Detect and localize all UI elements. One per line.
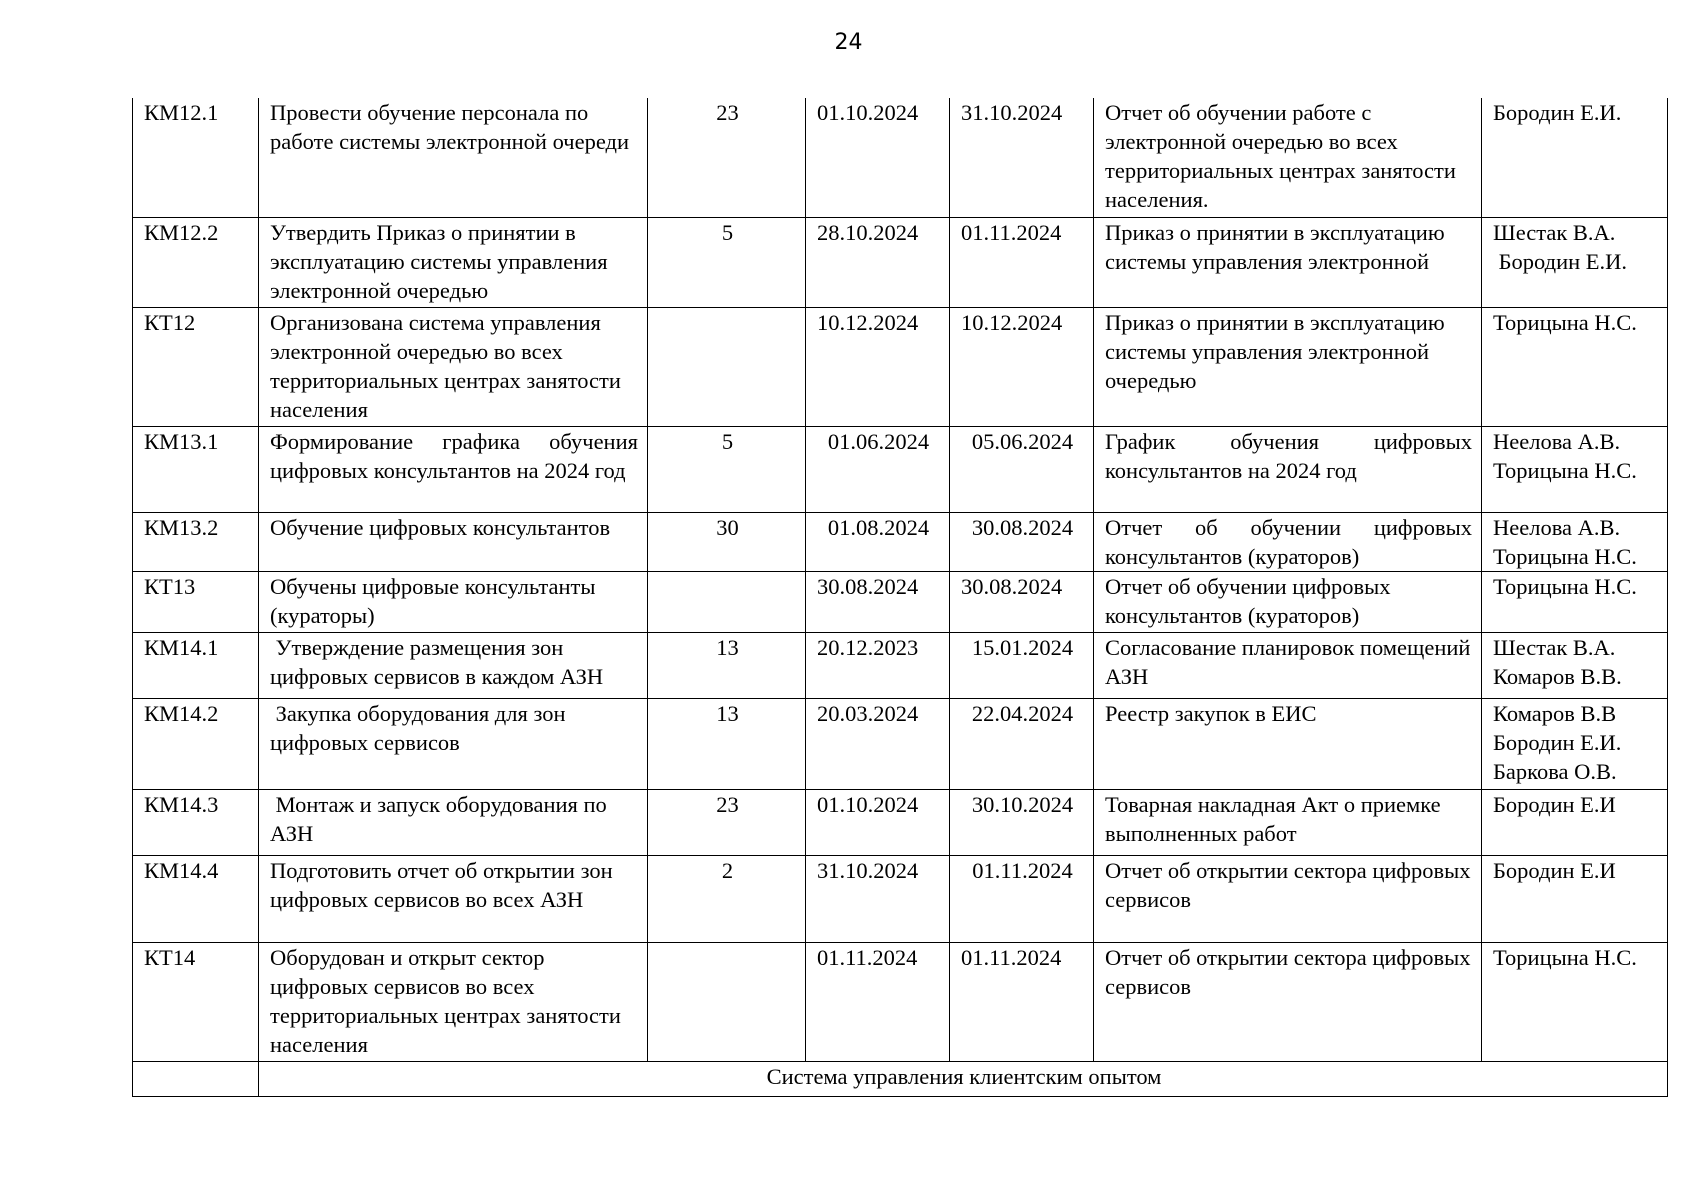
responsible-name: Комаров В.В xyxy=(1493,700,1617,726)
table-row xyxy=(133,307,1668,426)
responsible-name: Бородин Е.И. xyxy=(1493,100,1622,125)
cell-result: Реестр закупок в ЕИС xyxy=(1094,698,1482,789)
cell-result: Отчет об обучении цифровых консультантов (кураторов) xyxy=(1094,512,1482,571)
cell-start-date: 31.10.2024 xyxy=(806,855,950,942)
responsible-name: Неелова А.В. xyxy=(1493,428,1621,454)
cell-result: Отчет об обучении работе с электронной очередью во всех территориальных центрах занятости населения. xyxy=(1094,98,1482,217)
cell-code: КМ14.2 xyxy=(133,698,259,789)
cell-responsible xyxy=(1482,942,1668,1061)
cell-code: КТ14 xyxy=(133,942,259,1061)
cell-days: 23 xyxy=(648,789,806,855)
cell-days: 13 xyxy=(648,632,806,698)
cell-days: 30 xyxy=(648,512,806,571)
plan-table xyxy=(132,98,1668,1097)
cell-end-date: 05.06.2024 xyxy=(950,426,1094,512)
cell-result: Отчет об обучении цифровых консультантов (кураторов) xyxy=(1094,571,1482,632)
cell-task: Закупка оборудования для зон цифровых сервисов xyxy=(259,698,648,789)
cell-task: Провести обучение персонала по работе системы электронной очереди xyxy=(259,98,648,217)
cell-end-date: 30.08.2024 xyxy=(950,512,1094,571)
cell-code: КТ13 xyxy=(133,571,259,632)
table-row xyxy=(133,942,1668,1061)
table-row xyxy=(133,426,1668,512)
cell-result: График обучения цифровых консультантов на 2024 год xyxy=(1094,426,1482,512)
cell-responsible xyxy=(1482,217,1668,307)
cell-responsible xyxy=(1482,307,1668,426)
cell-days xyxy=(648,571,806,632)
cell-code: КМ14.1 xyxy=(133,632,259,698)
table-row xyxy=(133,632,1668,698)
responsible-name: Неелова А.В. xyxy=(1493,514,1621,540)
cell-days: 23 xyxy=(648,98,806,217)
cell-days: 13 xyxy=(648,698,806,789)
cell-task: Обучение цифровых консультантов xyxy=(259,512,648,571)
cell-start-date: 01.06.2024 xyxy=(806,426,950,512)
table-row xyxy=(133,217,1668,307)
cell-end-date: 01.11.2024 xyxy=(950,855,1094,942)
responsible-name: Торицына Н.С. xyxy=(1493,573,1637,599)
table-row xyxy=(133,698,1668,789)
cell-code: КМ12.2 xyxy=(133,217,259,307)
cell-result: Приказ о принятии в эксплуатацию системы управления электронной очередью xyxy=(1094,307,1482,426)
cell-code: КМ13.2 xyxy=(133,512,259,571)
cell-start-date: 20.12.2023 xyxy=(806,632,950,698)
responsible-name: Бородин Е.И xyxy=(1493,791,1616,817)
cell-end-date: 10.12.2024 xyxy=(950,307,1094,426)
cell-end-date: 22.04.2024 xyxy=(950,698,1094,789)
cell-result: Приказ о принятии в эксплуатацию системы управления электронной xyxy=(1094,217,1482,307)
responsible-name: Бородин Е.И. xyxy=(1493,248,1628,274)
cell-start-date: 01.10.2024 xyxy=(806,789,950,855)
cell-task: Подготовить отчет об открытии зон цифровых сервисов во всех АЗН xyxy=(259,855,648,942)
responsible-name: Шестак В.А. xyxy=(1493,634,1616,660)
cell-responsible xyxy=(1482,98,1668,217)
section-row xyxy=(133,1061,1668,1096)
responsible-name: Бородин Е.И. xyxy=(1493,729,1622,755)
table-row xyxy=(133,789,1668,855)
cell-result: Согласование планировок помещений АЗН xyxy=(1094,632,1482,698)
cell-task: Оборудован и открыт сектор цифровых сервисов во всех территориальных центрах занятости населения xyxy=(259,942,648,1061)
cell-end-date: 01.11.2024 xyxy=(950,217,1094,307)
cell-start-date: 01.11.2024 xyxy=(806,942,950,1061)
cell-start-date: 30.08.2024 xyxy=(806,571,950,632)
cell-days xyxy=(648,307,806,426)
cell-task: Утвердить Приказ о принятии в эксплуатацию системы управления электронной очередью xyxy=(259,217,648,307)
cell-responsible xyxy=(1482,855,1668,942)
responsible-name: Торицына Н.С. xyxy=(1493,309,1637,335)
responsible-name: Комаров В.В. xyxy=(1493,663,1622,689)
cell-task: Формирование графика обучения цифровых консультантов на 2024 год xyxy=(259,426,648,512)
cell-end-date: 31.10.2024 xyxy=(950,98,1094,217)
cell-result: Отчет об открытии сектора цифровых сервисов xyxy=(1094,942,1482,1061)
cell-result: Отчет об открытии сектора цифровых сервисов xyxy=(1094,855,1482,942)
cell-responsible xyxy=(1482,698,1668,789)
cell-start-date: 28.10.2024 xyxy=(806,217,950,307)
table-row xyxy=(133,855,1668,942)
table-row xyxy=(133,98,1668,217)
responsible-name: Торицына Н.С. xyxy=(1493,543,1637,569)
cell-code: КМ14.3 xyxy=(133,789,259,855)
page-number: 24 xyxy=(834,30,863,55)
cell-end-date: 30.10.2024 xyxy=(950,789,1094,855)
cell-days: 5 xyxy=(648,217,806,307)
responsible-name: Баркова О.В. xyxy=(1493,758,1617,784)
cell-end-date: 01.11.2024 xyxy=(950,942,1094,1061)
cell-responsible xyxy=(1482,426,1668,512)
table-row xyxy=(133,512,1668,571)
cell-result: Товарная накладная Акт о приемке выполненных работ xyxy=(1094,789,1482,855)
responsible-name: Шестак В.А. xyxy=(1493,219,1616,245)
cell-code: КМ14.4 xyxy=(133,855,259,942)
cell-responsible xyxy=(1482,512,1668,571)
cell-responsible xyxy=(1482,632,1668,698)
cell-days: 5 xyxy=(648,426,806,512)
cell-code: КМ12.1 xyxy=(133,98,259,217)
responsible-name: Торицына Н.С. xyxy=(1493,457,1637,483)
cell-task: Утверждение размещения зон цифровых сервисов в каждом АЗН xyxy=(259,632,648,698)
table-row xyxy=(133,571,1668,632)
cell-start-date: 01.08.2024 xyxy=(806,512,950,571)
cell-end-date: 30.08.2024 xyxy=(950,571,1094,632)
responsible-name: Торицына Н.С. xyxy=(1493,944,1637,970)
cell-task: Монтаж и запуск оборудования по АЗН xyxy=(259,789,648,855)
cell-task: Обучены цифровые консультанты (кураторы) xyxy=(259,571,648,632)
responsible-name: Бородин Е.И xyxy=(1493,857,1616,883)
cell-code: КТ12 xyxy=(133,307,259,426)
cell-responsible xyxy=(1482,789,1668,855)
cell-end-date: 15.01.2024 xyxy=(950,632,1094,698)
cell-task: Организована система управления электронной очередью во всех территориальных центрах занятости населения xyxy=(259,307,648,426)
section-code-cell xyxy=(133,1061,259,1096)
cell-days: 2 xyxy=(648,855,806,942)
cell-days xyxy=(648,942,806,1061)
cell-start-date: 20.03.2024 xyxy=(806,698,950,789)
cell-start-date: 01.10.2024 xyxy=(806,98,950,217)
section-title: Система управления клиентским опытом xyxy=(259,1061,1668,1096)
cell-code: КМ13.1 xyxy=(133,426,259,512)
cell-start-date: 10.12.2024 xyxy=(806,307,950,426)
cell-responsible xyxy=(1482,571,1668,632)
